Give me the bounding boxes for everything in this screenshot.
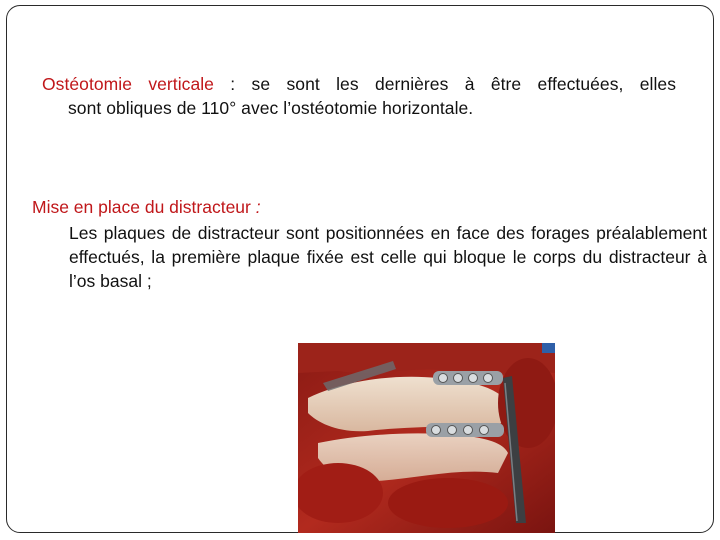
- heading-mise-en-place: [32, 197, 261, 218]
- heading-colon: :: [250, 197, 261, 217]
- paragraph-osteotomie-verticale: [36, 72, 676, 120]
- heading-mise-en-place-text: Mise en place du distracteur: [32, 197, 251, 217]
- heading-osteotomie-verticale: Ostéotomie verticale: [42, 74, 214, 94]
- paragraph-text-line2: sont obliques de 110° avec l’ostéotomie horizontale.: [68, 98, 474, 118]
- surgical-photo: [298, 343, 555, 533]
- paragraph-plaques-distracteur: Les plaques de distracteur sont positionnées en face des forages préalablement effectués, la première plaque fixée est celle qui bloque le corps du distracteur à l’os basal ;: [69, 223, 707, 291]
- paragraph-text-line1: : se sont les dernières à être effectuées, elles: [213, 74, 676, 94]
